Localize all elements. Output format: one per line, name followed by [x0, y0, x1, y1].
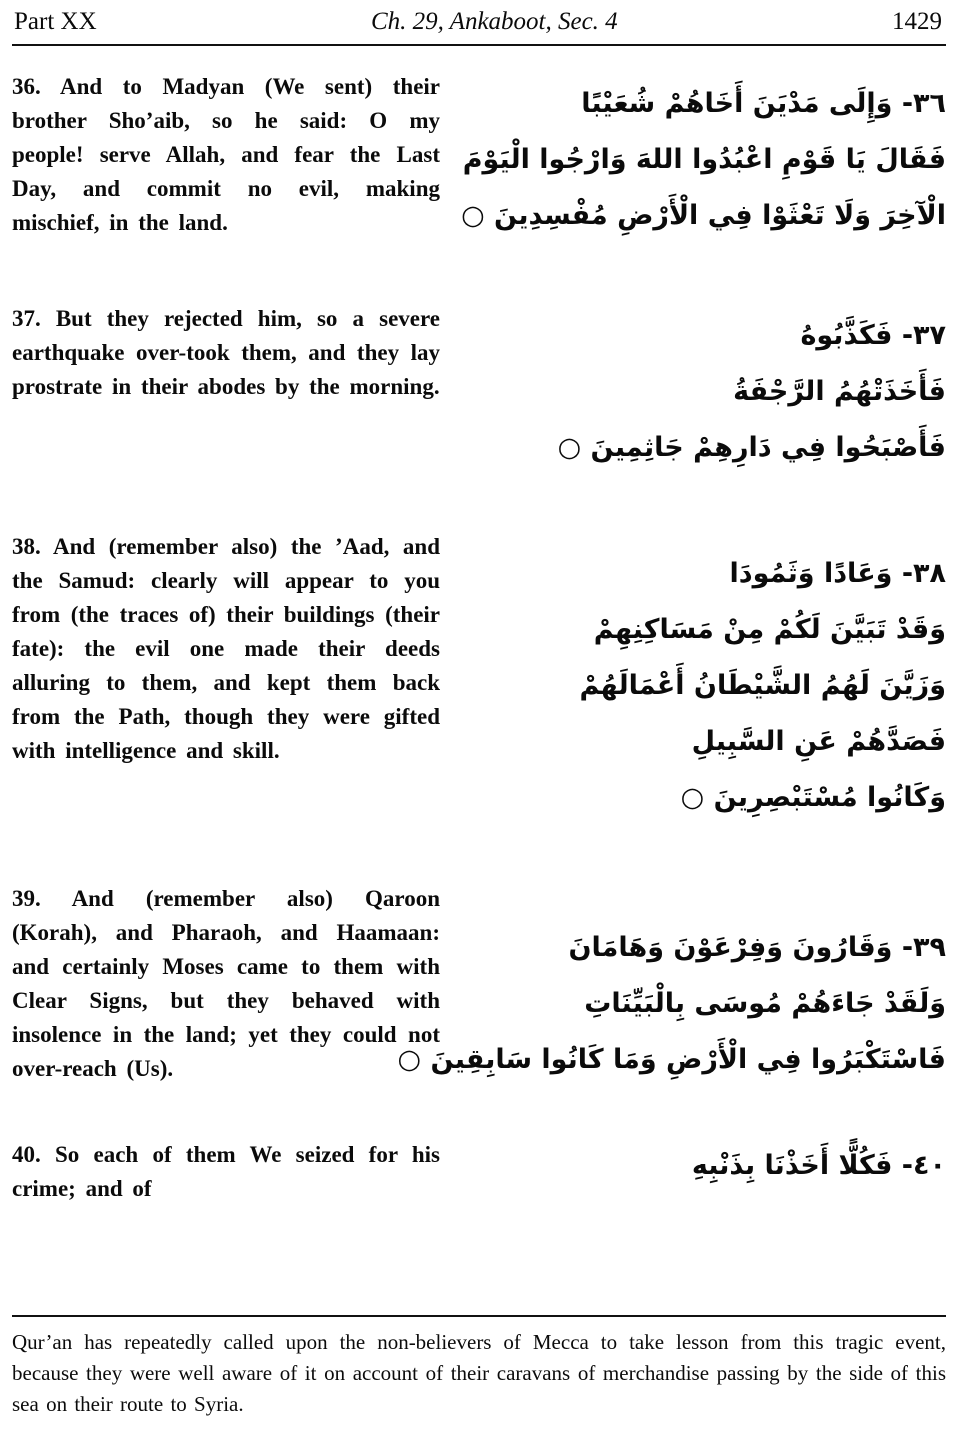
verse-36-translation: 36. And to Madyan (We sent) their brother Sho’aib, so he said: O my people! serve Allah, and fear the Last Day, and commit no evil, making mischief, in the land. — [12, 74, 440, 235]
verse-37-translation: 37. But they rejected him, so a severe earthquake over-took them, and they lay prostrate in their abodes by the morning. — [12, 306, 440, 399]
arabic-line: ٣٧- فَكَذَّبُوهُ — [800, 320, 946, 351]
arabic-line: وَقَدْ تَبَيَّنَ لَكُمْ مِنْ مَسَاكِنِهِمْ — [593, 614, 946, 645]
arabic-line: ٤٠- فَكُلًّا أَخَذْنَا بِذَنْبِهِ — [691, 1150, 946, 1181]
arabic-line: فَقَالَ يَا قَوْمِ اعْبُدُوا اللهَ وَارْجُوا الْيَوْمَ — [462, 144, 946, 175]
page-body — [12, 46, 946, 1206]
arabic-line: فَصَدَّهُمْ عَنِ السَّبِيلِ — [691, 726, 946, 757]
arabic-line: وَكَانُوا مُسْتَبْصِرِينَ ○ — [680, 782, 946, 813]
verse-38 — [12, 530, 946, 826]
arabic-line: ٣٦- وَإِلَى مَدْيَنَ أَخَاهُمْ شُعَيْبًا — [581, 88, 946, 119]
page-header — [12, 6, 946, 44]
footnote-text: Qur’an has repeatedly called upon the non-believers of Mecca to take lesson from this tragic event, because they were well aware of it on account of their caravans of merchandise passing by the side of this sea on their route to Syria. — [12, 1330, 946, 1416]
verse-40 — [12, 1138, 946, 1206]
arabic-line: الْآخِرَ وَلَا تَعْثَوْا فِي الْأَرْضِ مُفْسِدِينَ ○ — [461, 200, 946, 231]
arabic-line: فَاسْتَكْبَرُوا فِي الْأَرْضِ وَمَا كَانُوا سَابِقِينَ ○ — [397, 1044, 946, 1075]
arabic-line: وَلَقَدْ جَاءَهُمْ مُوسَى بِالْبَيِّنَاتِ — [584, 988, 946, 1019]
verse-36-arabic — [460, 70, 946, 244]
verse-37 — [12, 302, 946, 476]
verse-37-arabic — [460, 302, 946, 476]
footnote-rule — [12, 1315, 946, 1317]
verse-36 — [12, 70, 946, 244]
arabic-line: فَأَصْبَحُوا فِي دَارِهِمْ جَاثِمِينَ ○ — [557, 432, 946, 463]
verse-38-arabic — [460, 530, 946, 826]
page-number: 1429 — [892, 8, 942, 35]
verse-39 — [12, 882, 946, 1088]
arabic-line: فَأَخَذَتْهُمُ الرَّجْفَةُ — [733, 376, 946, 407]
verse-39-translation: 39. And (remember also) Qaroon (Korah), and Pharaoh, and Haamaan: and certainly Moses came to them with Clear Signs, but they behaved with insolence in the land; yet they could not over-reach (Us). — [12, 886, 440, 1081]
arabic-line: وَزَيَّنَ لَهُمُ الشَّيْطَانُ أَعْمَالَهُمْ — [579, 670, 946, 701]
part-label: Part XX — [14, 8, 97, 35]
arabic-line: ٣٨- وَعَادًا وَثَمُودَا — [729, 558, 946, 589]
arabic-line: ٣٩- وَقَارُونَ وَفِرْعَوْنَ وَهَامَانَ — [568, 932, 946, 963]
verse-39-arabic — [397, 882, 946, 1088]
verse-38-translation: 38. And (remember also) the ’Aad, and the Samud: clearly will appear to you from (the traces of) their buildings (their fate): the evil one made their deeds alluring to them, and kept them back from the Path, though they were gifted with intelligence and skill. — [12, 534, 440, 763]
footnote-section — [12, 1315, 946, 1420]
verse-40-arabic — [460, 1138, 946, 1194]
verse-40-translation: 40. So each of them We seized for his crime; and of — [12, 1142, 440, 1201]
chapter-heading: Ch. 29, Ankaboot, Sec. 4 — [370, 8, 618, 35]
